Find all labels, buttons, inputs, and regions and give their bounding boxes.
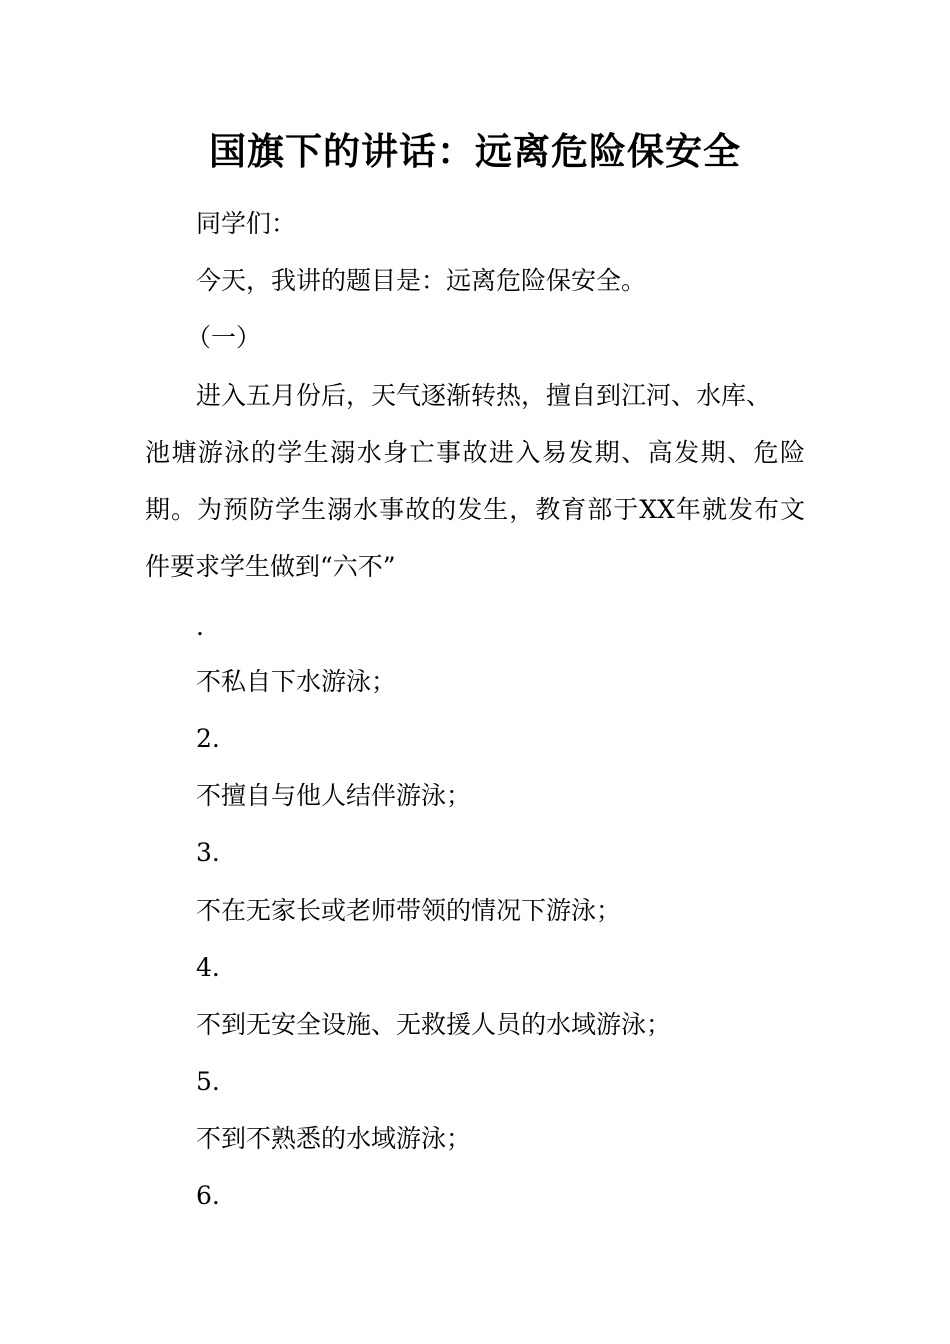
list-item: 不到无安全设施、无救援人员的水域游泳； xyxy=(196,1010,672,1039)
list-item: 不擅自与他人结伴游泳； xyxy=(196,781,472,810)
list-number: 2. xyxy=(196,724,220,753)
list-item: 不私自下水游泳； xyxy=(196,667,397,696)
document-title: 国旗下的讲话：远离危险保安全 xyxy=(209,130,741,173)
intro-paragraph: 今天，我讲的题目是：远离危险保安全。 xyxy=(196,266,647,295)
list-number: . xyxy=(196,612,204,641)
list-number: 3. xyxy=(196,838,220,867)
paragraph-line: 池塘游泳的学生溺水身亡事故进入易发期、高发期、危险 xyxy=(145,438,805,467)
list-number: 6. xyxy=(196,1181,220,1210)
list-number: 5. xyxy=(196,1067,220,1096)
paragraph-line: 件要求学生做到“六不” xyxy=(145,552,396,581)
list-number: 4. xyxy=(196,953,220,982)
paragraph-line: 期。为预防学生溺水事故的发生，教育部于XX年就发布文 xyxy=(145,495,805,524)
list-item: 不在无家长或老师带领的情况下游泳； xyxy=(196,896,622,925)
section-heading: （一） xyxy=(186,323,262,352)
paragraph-line: 进入五月份后，天气逐渐转热，擅自到江河、水库、 xyxy=(196,381,772,410)
list-item: 不到不熟悉的水域游泳； xyxy=(196,1124,472,1153)
salutation: 同学们： xyxy=(196,209,297,238)
